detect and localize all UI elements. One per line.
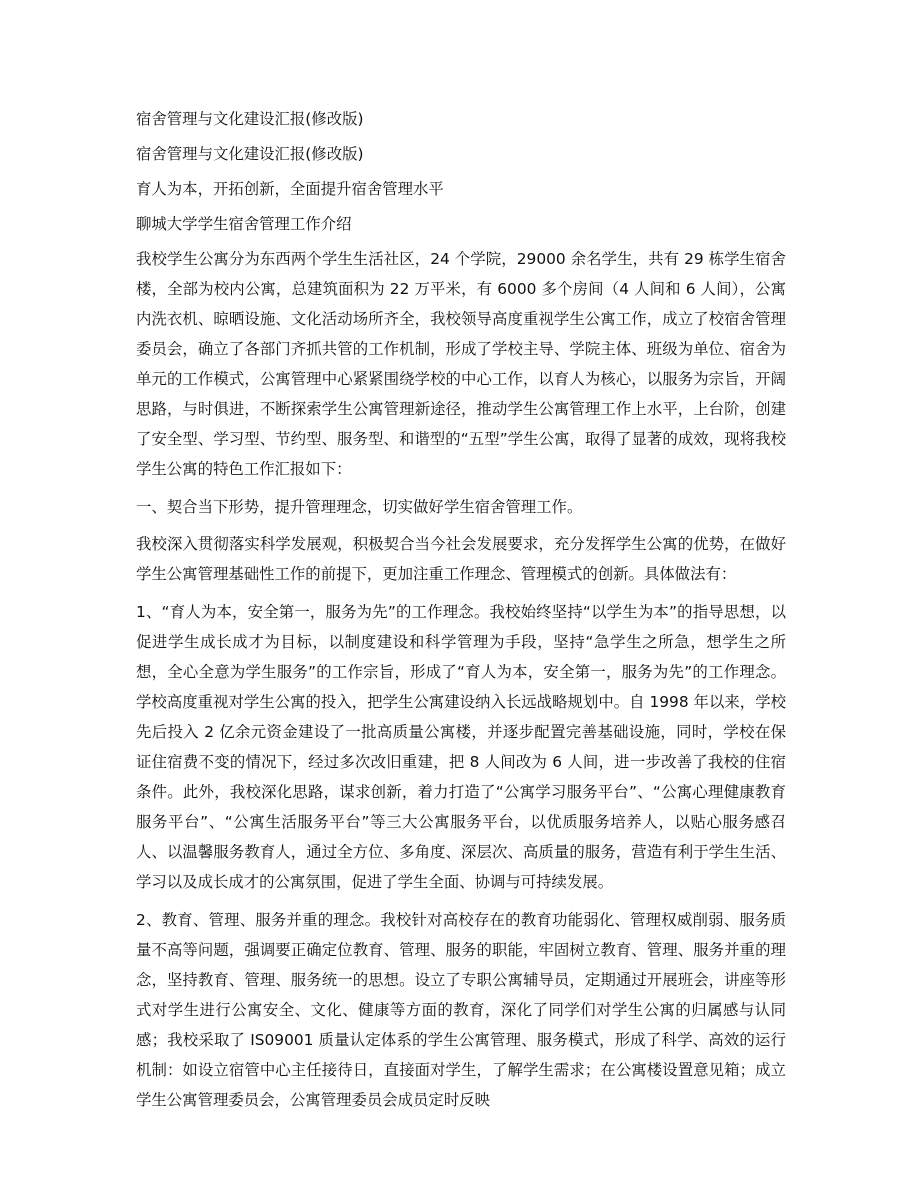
paragraph-approach: 我校深入贯彻落实科学发展观，积极契合当今社会发展要求，充分发挥学生公寓的优势，在做好学生公寓管理基础性工作的前提下，更加注重工作理念、管理模式的创新。具体做法有： xyxy=(136,535,786,583)
document-subtitle: 育人为本，开拓创新，全面提升宿舍管理水平 xyxy=(136,180,444,198)
paragraph-point-1: 1、“育人为本，安全第一，服务为先”的工作理念。我校始终坚持“以学生为本”的指导思想，以促进学生成长成才为目标，以制度建设和科学管理为手段，坚持“急学生之所急，想学生之所想，全心全意为学生服务”的工作宗旨，形成了“育人为本，安全第一，服务为先”的工作理念。学校高度重视对学生公寓的投入，把学生公寓建设纳入长远战略规划中。自 1998 年以来，学校先后投入 2 亿余元资金建设了一批高质量公寓楼，并逐步配置完善基础设施，同时，学校在保证住宿费不变的情况下，经过多次改旧重建，把 8 人间改为 6 人间，进一步改善了我校的住宿条件。此外，我校深化思路，谋求创新，着力打造了“公寓学习服务平台”、“公寓心理健康教育服务平台”、“公寓生活服务平台”等三大公寓服务平台，以优质服务培养人，以贴心服务感召人、以温馨服务教育人，通过全方位、多角度、深层次、高质量的服务，营造有利于学生生活、学习以及成长成才的公寓氛围，促进了学生全面、协调与可持续发展。 xyxy=(136,603,786,891)
document-title: 宿舍管理与文化建设汇报(修改版) xyxy=(136,110,364,128)
intro-heading: 聊城大学学生宿舍管理工作介绍 xyxy=(136,215,352,233)
document-title-repeat: 宿舍管理与文化建设汇报(修改版) xyxy=(136,145,364,163)
section-heading-1: 一、契合当下形势，提升管理理念，切实做好学生宿舍管理工作。 xyxy=(136,498,583,516)
paragraph-overview: 我校学生公寓分为东西两个学生生活社区，24 个学院，29000 余名学生，共有 29 栋学生宿舍楼，全部为校内公寓，总建筑面积为 22 万平米，有 6000 多个房间（4 人间和 6 人间），公寓内洗衣机、晾晒设施、文化活动场所齐全，我校领导高度重视学生公寓工作，成立了校宿舍管理委员会，确立了各部门齐抓共管的工作机制，形成了学校主导、学院主体、班级为单位、宿舍为单元的工作模式，公寓管理中心紧紧围绕学校的中心工作，以育人为核心，以服务为宗旨，开阔思路，与时俱进，不断探索学生公寓管理新途径，推动学生公寓管理工作上水平，上台阶，创建了安全型、学习型、节约型、服务型、和谐型的“五型”学生公寓，取得了显著的成效，现将我校学生公寓的特色工作汇报如下： xyxy=(136,250,786,478)
paragraph-point-2: 2、教育、管理、服务并重的理念。我校针对高校存在的教育功能弱化、管理权威削弱、服务质量不高等问题，强调要正确定位教育、管理、服务的职能，牢固树立教育、管理、服务并重的理念，坚持教育、管理、服务统一的思想。设立了专职公寓辅导员，定期通过开展班会，讲座等形式对学生进行公寓安全、文化、健康等方面的教育，深化了同学们对学生公寓的归属感与认同感；我校采取了 IS09001 质量认定体系的学生公寓管理、服务模式，形成了科学、高效的运行机制：如设立宿管中心主任接待日，直接面对学生，了解学生需求；在公寓楼设置意见箱；成立学生公寓管理委员会，公寓管理委员会成员定时反映 xyxy=(136,911,786,1109)
document-page xyxy=(136,104,786,1123)
